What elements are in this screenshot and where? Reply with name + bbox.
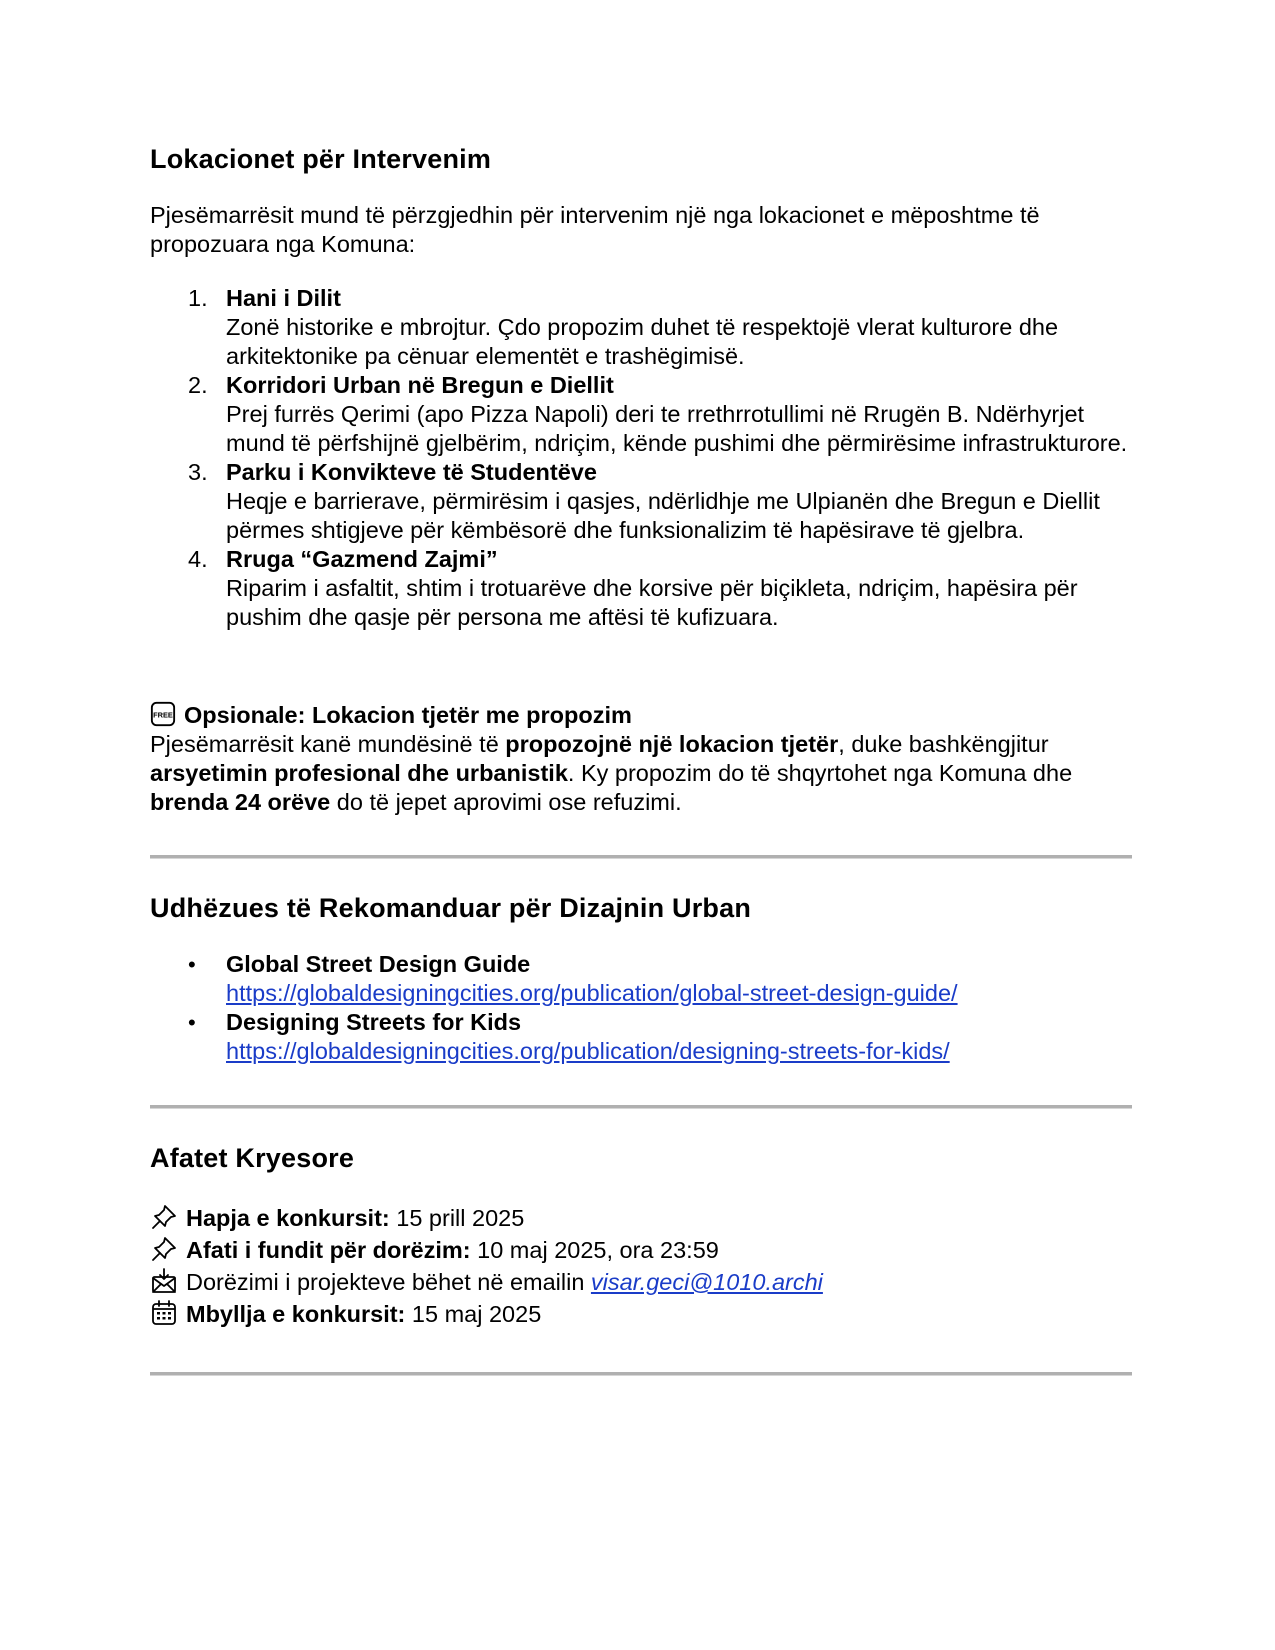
list-item bbox=[150, 458, 1140, 545]
location-description: Heqje e barrierave, përmirësim i qasjes, ndërlidhje me Ulpianën dhe Bregun e Diellit përmes shtigjeve për këmbësorë dhe funksionalizim të hapësirave të gjelbra. bbox=[226, 488, 1100, 543]
email-text: Dorëzimi i projekteve bëhet në emailin bbox=[186, 1269, 591, 1295]
deadline-label: Hapja e konkursit: bbox=[186, 1205, 390, 1231]
envelope-download-icon bbox=[150, 1267, 178, 1295]
deadline-label: Mbyllja e konkursit: bbox=[186, 1301, 406, 1327]
guide-link[interactable]: https://globaldesigningcities.org/publication/designing-streets-for-kids/ bbox=[226, 1038, 950, 1064]
location-title: Rruga “Gazmend Zajmi” bbox=[226, 546, 498, 572]
horizontal-divider bbox=[150, 855, 1132, 858]
location-description: Zonë historike e mbrojtur. Çdo propozim duhet të respektojë vlerat kulturore dhe arkitektonike pa cënuar elementët e trashëgimisë. bbox=[226, 314, 1059, 369]
deadline-value: 10 maj 2025, ora 23:59 bbox=[470, 1237, 719, 1263]
locations-intro: Pjesëmarrësit mund të përzgjedhin për intervenim një nga lokacionet e mëposhtme të propozuara nga Komuna: bbox=[150, 202, 1040, 257]
list-number: 2. bbox=[188, 372, 208, 398]
list-number: 4. bbox=[188, 546, 208, 572]
deadline-email bbox=[150, 1267, 823, 1297]
list-item bbox=[150, 545, 1140, 632]
free-icon bbox=[150, 701, 176, 727]
email-link[interactable]: visar.geci@1010.archi bbox=[590, 1269, 823, 1295]
deadline-value: 15 prill 2025 bbox=[389, 1205, 525, 1231]
guide-link[interactable]: https://globaldesigningcities.org/publication/global-street-design-guide/ bbox=[226, 980, 958, 1006]
deadline-submission bbox=[150, 1235, 719, 1265]
optional-heading: Opsionale: Lokacion tjetër me propozim bbox=[184, 702, 632, 728]
optional-heading-line bbox=[150, 701, 1130, 730]
location-title: Korridori Urban në Bregun e Diellit bbox=[226, 372, 614, 398]
pushpin-icon bbox=[150, 1235, 178, 1263]
guide-title: Global Street Design Guide bbox=[226, 951, 531, 977]
deadline-value: 15 maj 2025 bbox=[405, 1301, 542, 1327]
deadline-closing bbox=[150, 1299, 541, 1329]
section-title-locations: Lokacionet për Intervenim bbox=[150, 144, 492, 174]
calendar-icon bbox=[150, 1299, 178, 1327]
guides-list bbox=[150, 950, 1140, 1066]
horizontal-divider bbox=[150, 1372, 1132, 1375]
deadline-opening bbox=[150, 1203, 524, 1233]
section-title-guides: Udhëzues të Rekomanduar për Dizajnin Urban bbox=[150, 893, 752, 923]
section-title-deadlines: Afatet Kryesore bbox=[150, 1143, 355, 1173]
bullet: • bbox=[188, 952, 196, 977]
list-item bbox=[150, 371, 1140, 458]
locations-list bbox=[150, 284, 1140, 632]
optional-text: Pjesëmarrësit kanë mundësinë të propozojnë një lokacion tjetër, duke bashkëngjitur arsyetimin profesional dhe urbanistik. Ky propozim do të shqyrtohet nga Komuna dhe brenda 24 orëve do të jepet aprovimi ose refuzimi. bbox=[150, 731, 1073, 815]
guide-title: Designing Streets for Kids bbox=[226, 1009, 522, 1035]
list-item bbox=[150, 950, 1140, 1008]
bullet: • bbox=[188, 1010, 196, 1035]
location-title: Hani i Dilit bbox=[226, 285, 341, 311]
list-number: 1. bbox=[188, 285, 208, 311]
location-description: Prej furrës Qerimi (apo Pizza Napoli) deri te rrethrrotullimi në Rrugën B. Ndërhyrjet mund të përfshijnë gjelbërim, ndriçim, kënde pushimi dhe përmirësime infrastrukturore. bbox=[226, 401, 1128, 456]
optional-location-block bbox=[150, 701, 1130, 817]
list-item bbox=[150, 284, 1140, 371]
deadline-label: Afati i fundit për dorëzim: bbox=[186, 1237, 471, 1263]
list-number: 3. bbox=[188, 459, 208, 485]
svg-text:FREE: FREE bbox=[153, 710, 173, 720]
list-item bbox=[150, 1008, 1140, 1066]
location-title: Parku i Konvikteve të Studentëve bbox=[226, 459, 597, 485]
horizontal-divider bbox=[150, 1105, 1132, 1108]
location-description: Riparim i asfaltit, shtim i trotuarëve dhe korsive për biçikleta, ndriçim, hapësira për pushim dhe qasje për persona me aftësi të kufizuara. bbox=[226, 575, 1078, 630]
pushpin-icon bbox=[150, 1203, 178, 1231]
